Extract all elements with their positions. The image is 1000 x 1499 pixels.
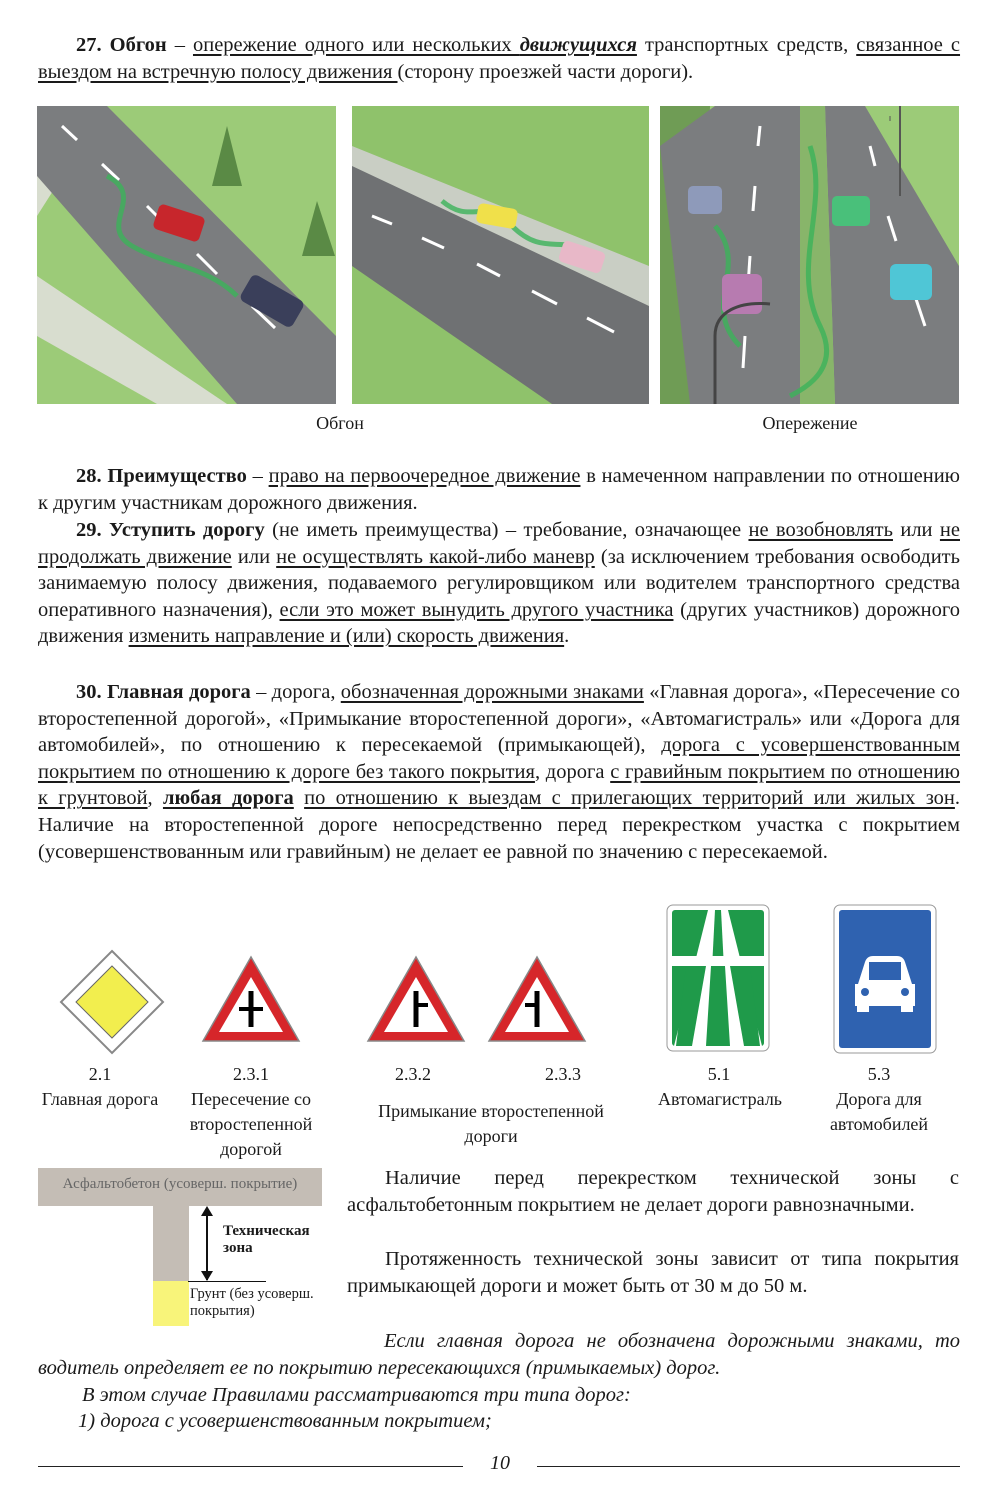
paragraph-30 [38,679,960,865]
sign-junction-right [364,953,468,1045]
photo-passing [660,106,959,404]
sign-5-3-number: 5.3 [867,1064,891,1084]
technical-zone-diagram [38,1168,322,1328]
p29-text-4: (за исключением требования освободить занимаемую полосу движения, подаваемого регулировщиком или водителем транспортного средства оперативного назначения), [38,545,960,621]
caption-overtaking: Обгон [316,413,364,433]
p29-text-5: (других участников) дорожного движения [38,598,960,648]
p28-term: Преимущество [107,465,247,487]
paragraph-29 [38,517,960,650]
sign-2-3-3-number: 2.3.3 [545,1064,581,1084]
italic-text-2: В этом случае Правилами рассматриваются три типа дорог: [82,1384,631,1406]
sign-intersection-secondary [199,953,303,1045]
p30-term: Главная дорога [106,681,251,703]
p30-underlined-bold: любая дорога [162,787,294,810]
p30-text-6: . Наличие на второстепенной дороге непосредственно перед перекрестком участка с покрытием (усовершенствованным или гравийным) не делает ее равной по значению с пересекаемой. [38,787,961,863]
sign-junction-left [485,953,589,1045]
page-number: 10 [490,1452,510,1474]
p29-underlined-5: изменить направление и (или) скорость движения [128,625,565,648]
ground-label: Грунт (без усоверш. покрытия) [190,1286,314,1319]
paragraph-28 [38,463,960,516]
italic-text-1: Если главная дорога не обозначена дорожными знаками, то водитель определяет ее по покрытию пересекающихся (примыкаемых) дорог. [38,1330,960,1379]
p29-text-6: . [564,625,570,648]
side-text-1: Наличие перед перекрестком технической зоны с асфальтобетонным покрытием не делает дороги равнозначными. [347,1167,959,1216]
p30-underlined-5: по отношению к выездам с прилегающих территорий или жилых зон [304,787,955,810]
p27-def1c: транспортных средств, [636,34,849,56]
p29-text-2: или [892,519,940,541]
p27-dash: – [166,34,193,56]
p27-def2b: (сторону проезжей части дороги). [397,60,694,83]
asphalt-label: Асфальтобетон (усоверш. покрытие) [62,1176,298,1192]
p29-term: Уступить дорогу [109,519,265,541]
sign-motorway [666,904,770,1052]
p28-number: 28. [76,465,102,487]
sign-2-1-number: 2.1 [88,1064,112,1084]
photo-overtaking-1 [37,106,336,404]
p29-underlined-2: не продолжать движение [38,519,960,568]
p27-number: 27. [76,34,102,56]
sign-5-1-name: Автомагистраль [657,1089,783,1109]
sign-2-3-2-number: 2.3.2 [395,1064,431,1084]
p28-underlined-1: право на первоочередное движение [268,465,581,487]
sign-2-1-name: Главная дорога [41,1089,159,1109]
p30-underlined-3: с гравийным покрытием по отношению к грунтовой [38,760,961,810]
p30-text-3: , дорога [534,760,611,783]
p28-text-1: – [246,465,269,487]
p30-text-4: , [147,787,163,810]
p29-text-3: или [231,545,277,568]
p29-number: 29. [76,519,102,541]
sign-2-3-1-number: 2.3.1 [233,1064,269,1084]
sign-road-for-cars [833,904,937,1054]
p30-text-2: «Главная дорога», «Пересечение со второстепенной дорогой», «Примыкание второстепенной дороги», «Автомагистраль» или «Дорога для автомобилей», по отношению к пересекаемой (примыкающей), [38,681,960,757]
technical-zone-label: Техническая зона [223,1223,310,1256]
p30-text-1: – дорога, [250,681,341,703]
p29-underlined-3: не осуществлять какой-либо маневр [276,545,595,568]
side-text-2: Протяженность технической зоны зависит от типа покрытия примыкающей дороги и может быть от 30 м до 50 м. [347,1248,959,1297]
p27-def2: связанное с выездом на встречную полосу движения [38,34,961,83]
caption-passing: Опережение [762,413,858,433]
p30-underlined-1: обозначенная дорожными знаками [340,681,644,703]
p29-underlined-1: не возобновлять [748,519,893,541]
p28-text-2: в намеченном направлении по отношению к другим участникам дорожного движения. [38,465,960,514]
sign-5-3-name: Дорога для автомобилей [829,1089,929,1134]
p29-text-1: (не иметь преимущества) – требование, означающее [264,519,749,541]
p30-number: 30. [76,681,102,703]
p30-underlined-2: дорога с усовершенствованным покрытием по отношению к дороге без такого покрытия [38,734,960,783]
sign-main-road [58,948,166,1056]
photo-overtaking-2 [352,106,649,404]
sign-2-3-1-name: Пересечение со второстепенной дорогой [189,1089,313,1159]
sign-5-1-number: 5.1 [707,1064,731,1084]
italic-text-3: 1) дорога с усовершенствованным покрытием; [78,1410,492,1432]
paragraph-27 [38,32,960,85]
p30-text-5 [294,787,304,809]
p27-term: Обгон [109,34,167,56]
sign-2-3-2-name: Примыкание второстепенной дороги [378,1101,604,1146]
footer-rule-right [537,1466,960,1467]
p29-underlined-4: если это может вынудить другого участника [279,598,674,621]
p27-def1b: движущихся [519,34,637,56]
footer-rule-left [38,1466,463,1467]
p27-def1: опережение одного или нескольких [192,34,520,56]
